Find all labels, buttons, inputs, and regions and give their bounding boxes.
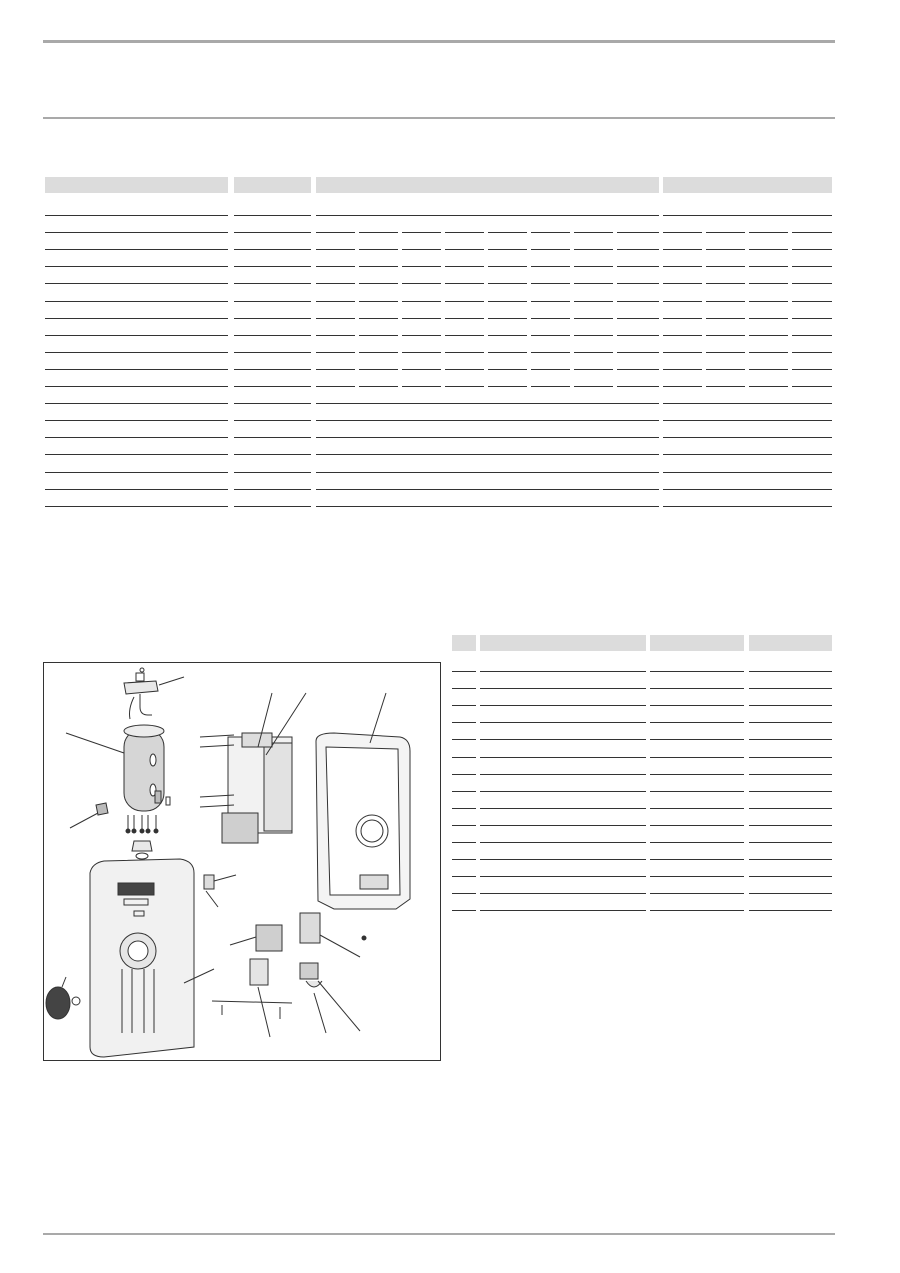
water-fittings [212,913,360,1037]
parts-rule-line [452,722,476,723]
parts-rule-line [650,876,744,877]
spec-rule-line [402,335,441,336]
spec-rule-line [359,266,398,267]
spec-rule-line [663,420,832,421]
parts-rule-line [452,739,476,740]
parts-rule-line [650,688,744,689]
spec-rule-line [792,301,832,302]
spec-rule-line [45,335,228,336]
spec-rule-line [531,335,570,336]
spec-rule-line [234,318,311,319]
spec-rule-line [706,232,745,233]
spec-rule-line [617,232,659,233]
parts-rule-line [480,739,646,740]
parts-rule-line [650,893,744,894]
spec-rule-line [402,266,441,267]
electronic-module [200,693,306,843]
spec-rule-line [359,301,398,302]
parts-rule-line [452,808,476,809]
spec-rule-line [663,318,702,319]
parts-rule-line [650,842,744,843]
spec-rule-line [234,386,311,387]
spec-rule-line [45,403,228,404]
spec-header-cell-1 [45,177,228,193]
spec-rule-line [531,301,570,302]
parts-rule-line [452,757,476,758]
spec-rule-line [234,335,311,336]
parts-rule-line [480,791,646,792]
spec-rule-line [234,506,311,507]
parts-rule-line [480,688,646,689]
parts-rule-line [480,705,646,706]
spec-rule-line [706,335,745,336]
spec-rule-line [234,301,311,302]
spec-rule-line [359,369,398,370]
parts-header-cell-1 [452,635,476,651]
parts-rule-line [749,688,832,689]
spec-rule-line [531,369,570,370]
temperature-sensor [70,803,108,828]
spec-rule-line [445,232,484,233]
parts-rule-line [452,876,476,877]
parts-rule-line [749,876,832,877]
spec-rule-line [234,232,311,233]
spec-rule-line [749,386,788,387]
spec-rule-line [574,352,613,353]
bracket [204,875,236,907]
spec-rule-line [706,249,745,250]
spec-rule-line [617,283,659,284]
spec-rule-line [663,335,702,336]
parts-rule-line [452,791,476,792]
spec-rule-line [316,352,355,353]
spec-rule-line [749,369,788,370]
spec-rule-line [663,283,702,284]
parts-rule-line [452,859,476,860]
spec-rule-line [234,266,311,267]
specification-table [45,177,832,497]
spec-rule-line [488,249,527,250]
spec-rule-line [234,437,311,438]
spec-rule-line [402,352,441,353]
spec-rule-line [45,369,228,370]
spec-rule-line [234,352,311,353]
spec-rule-line [531,352,570,353]
spec-rule-line [663,437,832,438]
terminal-block [230,925,282,951]
spec-rule-line [445,386,484,387]
parts-rule-line [749,893,832,894]
spec-rule-line [445,318,484,319]
parts-rule-line [452,893,476,894]
spec-rule-line [574,283,613,284]
spec-rule-line [663,386,702,387]
spec-rule-line [45,472,228,473]
spec-rule-line [749,318,788,319]
spec-rule-line [706,301,745,302]
spec-rule-line [531,249,570,250]
spec-rule-line [45,249,228,250]
parts-rule-line [650,739,744,740]
spec-rule-line [749,232,788,233]
spec-rule-line [531,283,570,284]
spec-rule-line [45,215,228,216]
parts-rule-line [480,893,646,894]
spec-rule-line [663,266,702,267]
spec-rule-line [234,283,311,284]
parts-rule-line [452,842,476,843]
spec-rule-line [45,454,228,455]
spec-rule-line [316,437,659,438]
exploded-view-drawing [43,662,441,1061]
spec-rule-line [749,283,788,284]
spec-header-cell-4 [663,177,832,193]
parts-rule-line [480,876,646,877]
exploded-view-svg [44,663,440,1060]
spec-rule-line [663,506,832,507]
spec-rule-line [617,386,659,387]
spec-rule-line [531,232,570,233]
spec-rule-line [663,489,832,490]
parts-rule-line [480,722,646,723]
parts-rule-line [749,739,832,740]
parts-rule-line [452,774,476,775]
spec-rule-line [234,249,311,250]
spec-rule-line [792,283,832,284]
header-rule [43,117,835,119]
spec-rule-line [234,489,311,490]
parts-header-cell-2 [480,635,646,651]
top-fitting [124,668,184,719]
spec-rule-line [45,301,228,302]
spec-rule-line [316,472,659,473]
parts-rule-line [452,671,476,672]
footer-rule [43,1233,835,1235]
parts-rule-line [749,722,832,723]
spec-rule-line [359,232,398,233]
spec-rule-line [445,335,484,336]
spec-rule-line [488,283,527,284]
spec-rule-line [792,249,832,250]
parts-rule-line [650,825,744,826]
parts-list-table [452,635,832,925]
spec-rule-line [488,352,527,353]
parts-rule-line [749,808,832,809]
spec-rule-line [617,369,659,370]
front-cover [90,859,214,1057]
spec-rule-line [234,454,311,455]
spec-rule-line [316,232,355,233]
spec-rule-line [663,352,702,353]
parts-rule-line [480,808,646,809]
parts-rule-line [650,774,744,775]
spec-rule-line [402,249,441,250]
parts-rule-line [749,671,832,672]
spec-rule-line [706,369,745,370]
spec-rule-line [663,249,702,250]
parts-rule-line [480,757,646,758]
spec-rule-line [792,386,832,387]
spec-rule-line [316,489,659,490]
spec-rule-line [574,249,613,250]
parts-rule-line [480,774,646,775]
parts-rule-line [749,757,832,758]
spec-rule-line [706,352,745,353]
spec-rule-line [663,454,832,455]
spec-rule-line [316,369,355,370]
spec-rule-line [445,369,484,370]
rotary-knob [46,977,80,1019]
spec-rule-line [316,266,355,267]
spec-rule-line [45,506,228,507]
spec-rule-line [488,232,527,233]
parts-rule-line [749,705,832,706]
spec-rule-line [316,318,355,319]
spec-rule-line [663,369,702,370]
spec-rule-line [359,352,398,353]
spec-rule-line [706,318,745,319]
parts-rule-line [749,825,832,826]
parts-rule-line [650,859,744,860]
parts-rule-line [480,671,646,672]
spec-rule-line [45,266,228,267]
spec-rule-line [402,318,441,319]
spec-rule-line [574,386,613,387]
spec-rule-line [445,266,484,267]
spec-rule-line [617,318,659,319]
spec-rule-line [316,403,659,404]
spec-rule-line [749,266,788,267]
spec-rule-line [359,386,398,387]
parts-rule-line [480,842,646,843]
spec-rule-line [316,386,355,387]
spec-rule-line [402,369,441,370]
parts-rule-line [650,910,744,911]
parts-rule-line [452,910,476,911]
spec-rule-line [574,369,613,370]
spec-rule-line [488,301,527,302]
spec-rule-line [316,420,659,421]
spec-rule-line [574,301,613,302]
spec-rule-line [45,352,228,353]
spec-rule-line [617,301,659,302]
spec-rule-line [663,232,702,233]
spec-rule-line [749,301,788,302]
parts-rule-line [480,859,646,860]
spec-rule-line [234,369,311,370]
parts-header-cell-4 [749,635,832,651]
spec-rule-line [706,283,745,284]
spec-rule-line [316,335,355,336]
spec-header-cell-3 [316,177,659,193]
heating-cylinder [66,725,170,859]
spec-rule-line [617,352,659,353]
spec-rule-line [792,335,832,336]
spec-rule-line [402,283,441,284]
spec-rule-line [316,454,659,455]
spec-rule-line [574,335,613,336]
parts-rule-line [749,910,832,911]
spec-rule-line [792,266,832,267]
spec-rule-line [663,301,702,302]
spec-rule-line [488,266,527,267]
spec-rule-line [45,489,228,490]
parts-rule-line [650,791,744,792]
parts-rule-line [650,705,744,706]
spec-rule-line [359,283,398,284]
spec-rule-line [663,403,832,404]
parts-rule-line [452,688,476,689]
spec-rule-line [445,301,484,302]
spec-rule-line [402,301,441,302]
spec-rule-line [234,403,311,404]
spec-rule-line [531,386,570,387]
spec-rule-line [234,215,311,216]
spec-rule-line [617,335,659,336]
spec-rule-line [574,266,613,267]
parts-header-cell-3 [650,635,744,651]
spec-rule-line [45,283,228,284]
spec-rule-line [402,232,441,233]
spec-rule-line [792,232,832,233]
spec-rule-line [316,249,355,250]
spec-rule-line [663,215,832,216]
spec-rule-line [45,437,228,438]
spec-rule-line [706,386,745,387]
spec-rule-line [45,420,228,421]
spec-rule-line [45,232,228,233]
spec-rule-line [45,386,228,387]
spec-rule-line [749,352,788,353]
spec-rule-line [574,318,613,319]
parts-rule-line [650,722,744,723]
spec-rule-line [359,318,398,319]
spec-rule-line [359,249,398,250]
spec-rule-line [488,335,527,336]
parts-rule-line [749,842,832,843]
spec-rule-line [531,318,570,319]
spec-rule-line [749,335,788,336]
top-rule [43,40,835,43]
spec-header-cell-2 [234,177,311,193]
parts-rule-line [480,910,646,911]
parts-rule-line [650,671,744,672]
spec-rule-line [792,318,832,319]
parts-rule-line [480,825,646,826]
parts-rule-line [749,774,832,775]
parts-rule-line [749,859,832,860]
spec-rule-line [445,352,484,353]
spec-rule-line [488,386,527,387]
spec-rule-line [359,335,398,336]
spec-rule-line [488,318,527,319]
parts-rule-line [452,825,476,826]
spec-rule-line [792,352,832,353]
spec-rule-line [316,215,659,216]
spec-rule-line [488,369,527,370]
spec-rule-line [316,506,659,507]
parts-rule-line [452,705,476,706]
spec-rule-line [316,301,355,302]
parts-rule-line [650,757,744,758]
parts-rule-line [749,791,832,792]
parts-rule-line [650,808,744,809]
spec-rule-line [45,318,228,319]
spec-rule-line [234,420,311,421]
spec-rule-line [749,249,788,250]
spec-rule-line [531,266,570,267]
spec-rule-line [445,283,484,284]
spec-rule-line [574,232,613,233]
spec-rule-line [617,249,659,250]
spec-rule-line [792,369,832,370]
spec-rule-line [663,472,832,473]
spec-rule-line [402,386,441,387]
spec-rule-line [234,472,311,473]
spec-rule-line [706,266,745,267]
spec-rule-line [445,249,484,250]
back-wall [316,693,410,940]
spec-rule-line [617,266,659,267]
spec-rule-line [316,283,355,284]
